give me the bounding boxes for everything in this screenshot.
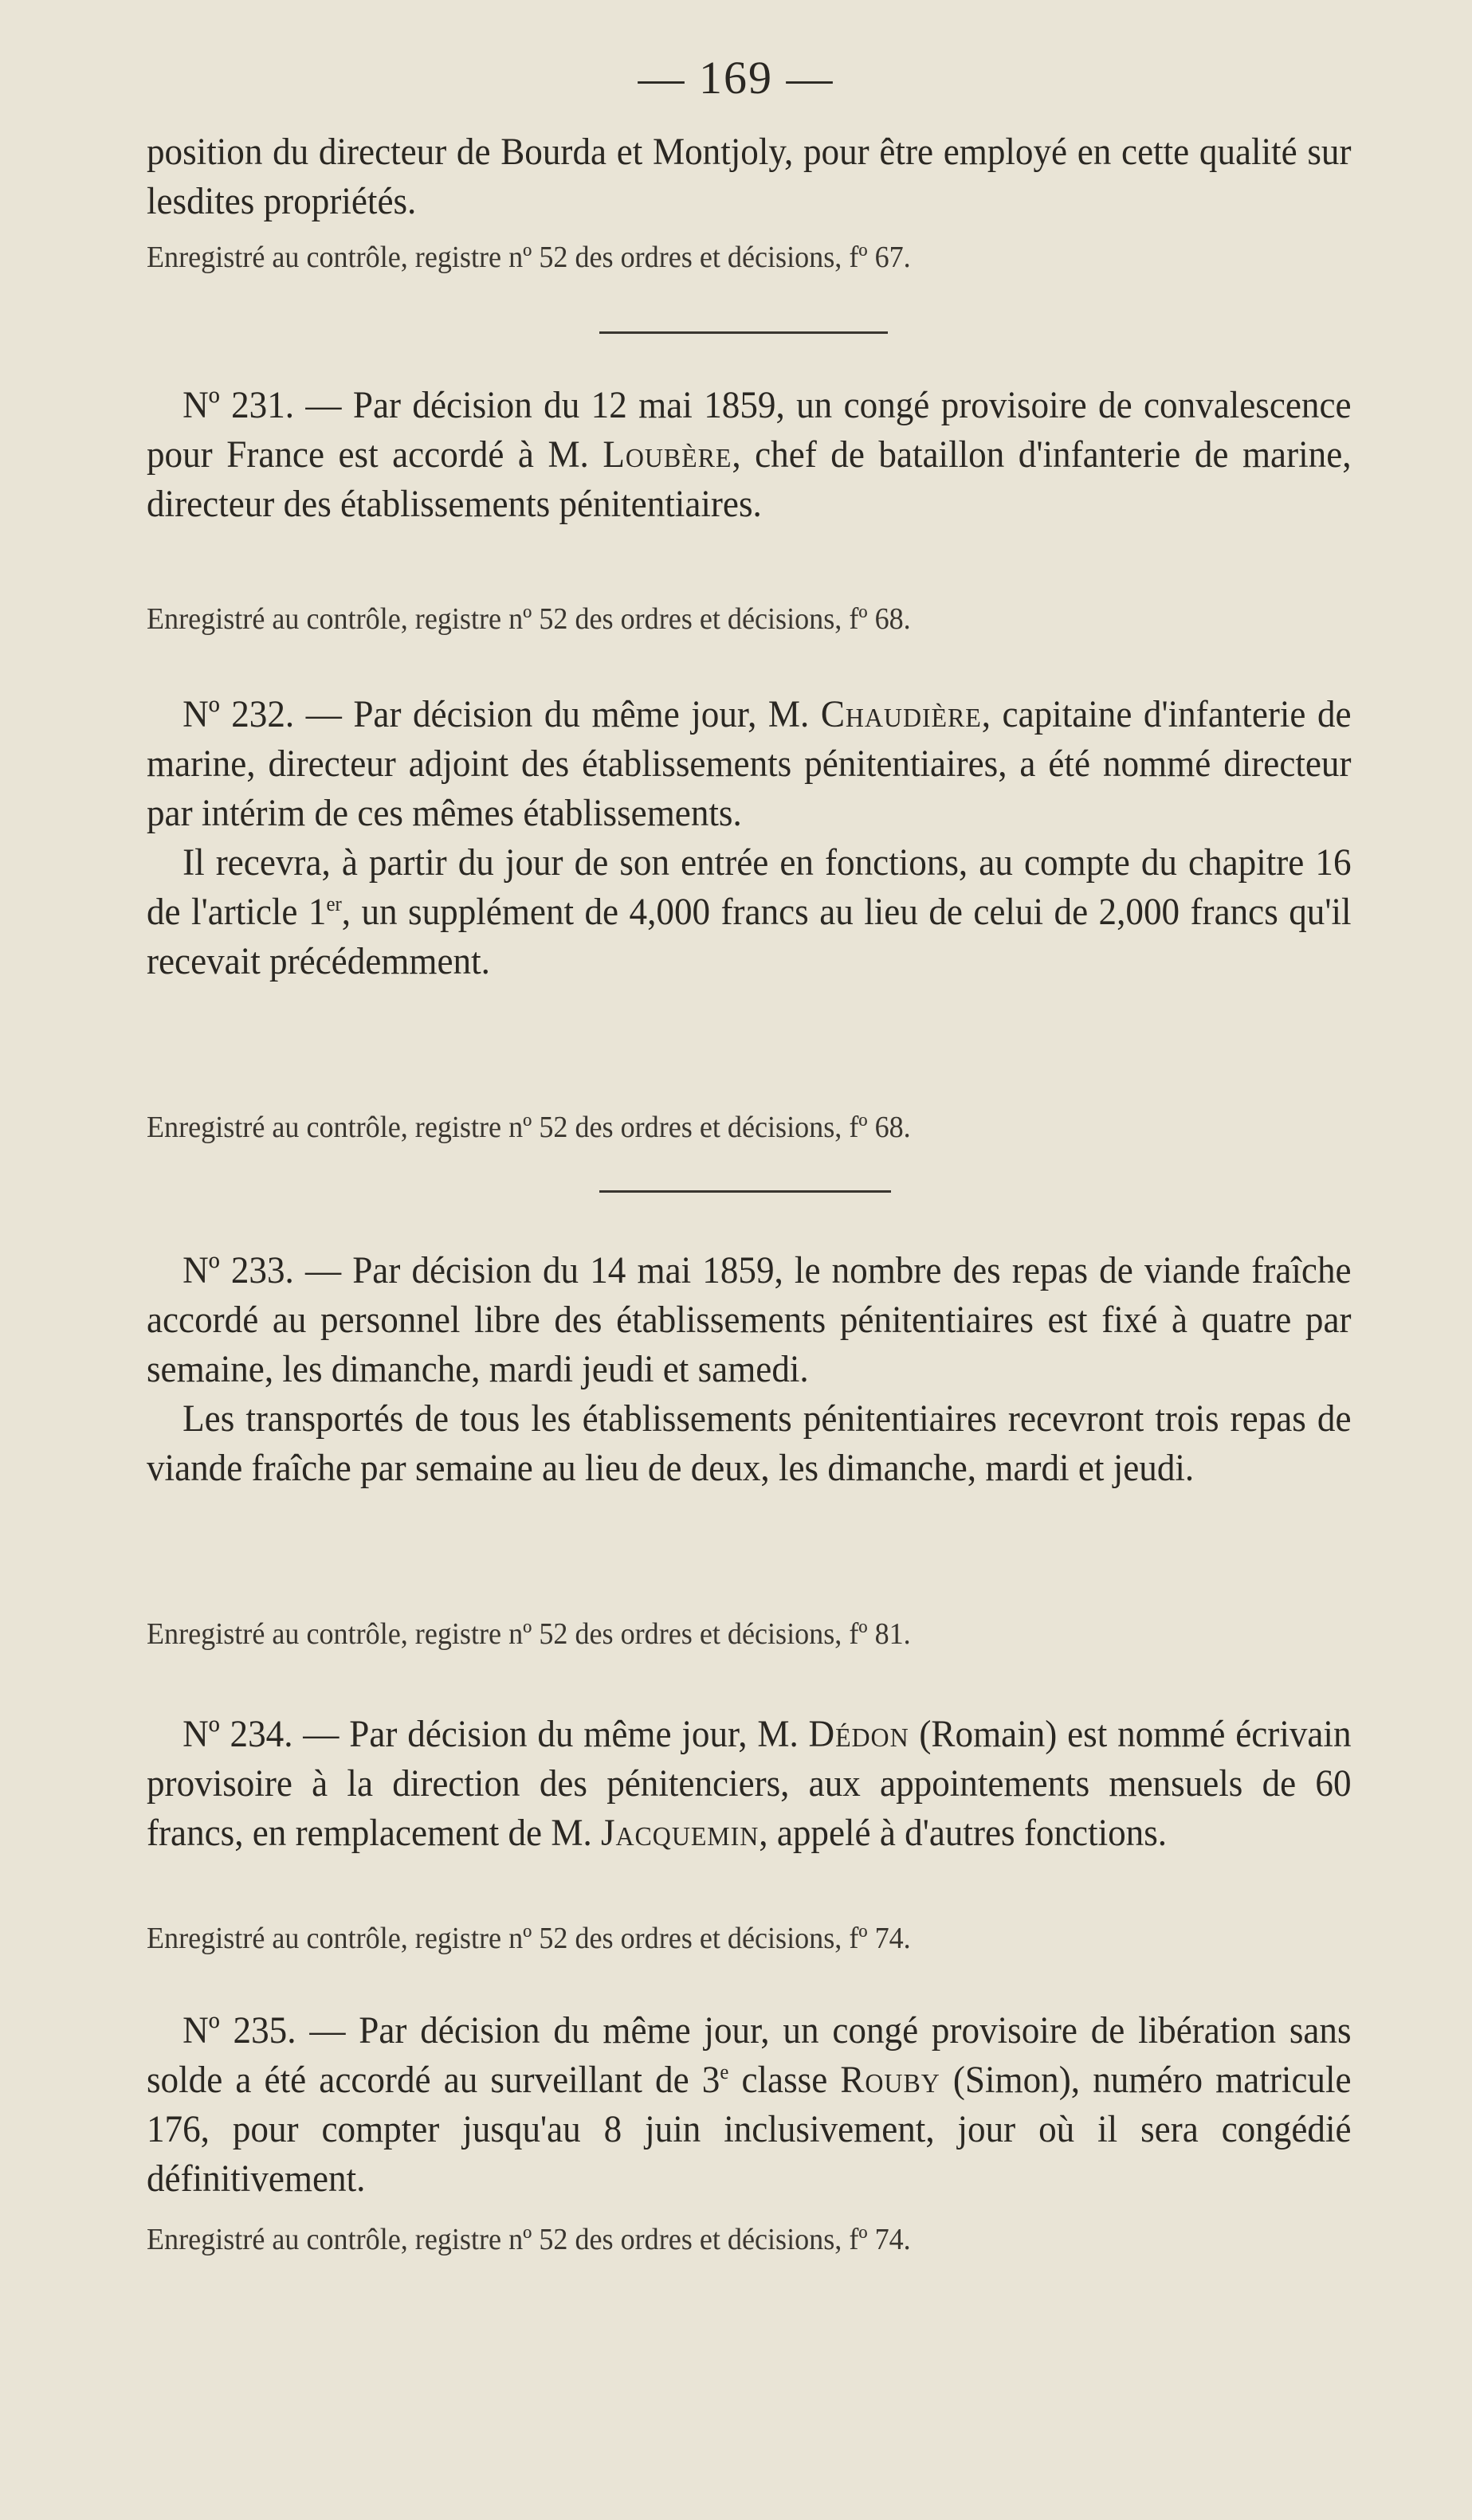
entry-232-para2: [147, 838, 1352, 986]
entry-232-text: [147, 690, 1352, 838]
separator-rule: [599, 1190, 891, 1193]
page-number: — 169 —: [638, 52, 834, 104]
entry-233-text-body: — Par décision du 14 mai 1859, le nombre des repas de viande fraîche accordé au personnel libre des établissements pénitentiaires est fixé à quatre par semaine, les dimanche, mardi jeudi et samedi.: [147, 1249, 1352, 1390]
entry-233-registration: Enregistré au contrôle, registre nº 52 des ordres et décisions, fº 81.: [147, 1617, 911, 1651]
person-name: Loubère: [603, 433, 732, 476]
entry-235: [147, 2006, 1352, 2204]
person-name: Chaudière: [820, 693, 982, 735]
entry-233-text: [147, 1246, 1352, 1394]
entry-232-text-b: , capitaine d'infanterie de marine, directeur adjoint des établissements pénitentiaires, a été nommé directeur par intérim de ces mêmes établissements.: [147, 693, 1352, 834]
entry-231-registration-wrap: [147, 599, 1352, 639]
entry-234-text-c: , appelé à d'autres fonctions.: [759, 1812, 1168, 1854]
entry-235-text-a: — Par décision du même jour, un congé provisoire de libération sans solde a été accordé au surveillant de 3: [147, 2009, 1352, 2101]
entry-234-registration-wrap: [147, 1918, 1352, 1958]
person-name: Jacquemin: [601, 1812, 760, 1854]
superscript: er: [326, 892, 342, 915]
intro-section: [147, 127, 1352, 226]
intro-text: position du directeur de Bourda et Montjoly, pour être employé en cette qualité sur lesdites propriétés.: [147, 131, 1352, 222]
entry-232-text-a: — Par décision du même jour, M.: [305, 693, 821, 735]
intro-registration-wrap: [147, 237, 1352, 277]
entry-232-para2-a: Il recevra, à partir du jour de son entrée en fonctions, au compte du chapitre 16 de l'article 1: [147, 841, 1352, 933]
entry-number: Nº 232.: [183, 693, 295, 735]
entry-number: Nº 234.: [183, 1713, 293, 1755]
person-name: Dédon: [808, 1713, 909, 1755]
entry-231-text-a: — Par décision du 12 mai 1859, un congé provisoire de convalescence pour France est accordé à M.: [147, 384, 1352, 476]
entry-231-registration: Enregistré au contrôle, registre nº 52 des ordres et décisions, fº 68.: [147, 602, 911, 636]
entry-235-text: [147, 2006, 1352, 2204]
entry-235-registration: Enregistré au contrôle, registre nº 52 des ordres et décisions, fº 74.: [147, 2223, 911, 2256]
entry-number: Nº 235.: [183, 2009, 296, 2052]
entry-235-text-c: (Simon), numéro matricule 176, pour compter jusqu'au 8 juin inclusivement, jour où il sera congédié définitivement.: [147, 2059, 1352, 2200]
entry-number: Nº 233.: [183, 1249, 294, 1291]
entry-235-text-b: classe: [728, 2059, 841, 2101]
entry-232: [147, 690, 1352, 986]
entry-234-registration: Enregistré au contrôle, registre nº 52 des ordres et décisions, fº 74.: [147, 1922, 911, 1955]
entry-232-registration-wrap: [147, 1107, 1352, 1147]
entry-231: [147, 381, 1352, 529]
entry-232-para2-b: , un supplément de 4,000 francs au lieu de celui de 2,000 francs qu'il recevait précédemment.: [147, 891, 1352, 982]
entry-231-text: [147, 381, 1352, 529]
entry-233: [147, 1246, 1352, 1493]
separator-rule: [599, 331, 888, 334]
entry-233-para2: Les transportés de tous les établissements pénitentiaires recevront trois repas de viande fraîche par semaine au lieu de deux, les dimanche, mardi et jeudi.: [147, 1397, 1352, 1489]
person-name: Rouby: [840, 2059, 940, 2101]
entry-233-registration-wrap: [147, 1614, 1352, 1654]
entry-231-text-b: , chef de bataillon d'infanterie de marine, directeur des établissements pénitentiaires.: [147, 433, 1352, 525]
entry-234: [147, 1710, 1352, 1858]
entry-232-registration: Enregistré au contrôle, registre nº 52 des ordres et décisions, fº 68.: [147, 1111, 911, 1144]
intro-registration: Enregistré au contrôle, registre nº 52 des ordres et décisions, fº 67.: [147, 241, 911, 274]
entry-234-text-b: (Romain) est nommé écrivain provisoire à la direction des pénitenciers, aux appointements mensuels de 60 francs, en remplacement de M.: [147, 1713, 1352, 1854]
entry-235-registration-wrap: [147, 2220, 1352, 2259]
entry-234-text: [147, 1710, 1352, 1858]
superscript: e: [720, 2060, 729, 2083]
entry-234-text-a: — Par décision du même jour, M.: [303, 1713, 809, 1755]
entry-number: Nº 231.: [183, 384, 295, 426]
